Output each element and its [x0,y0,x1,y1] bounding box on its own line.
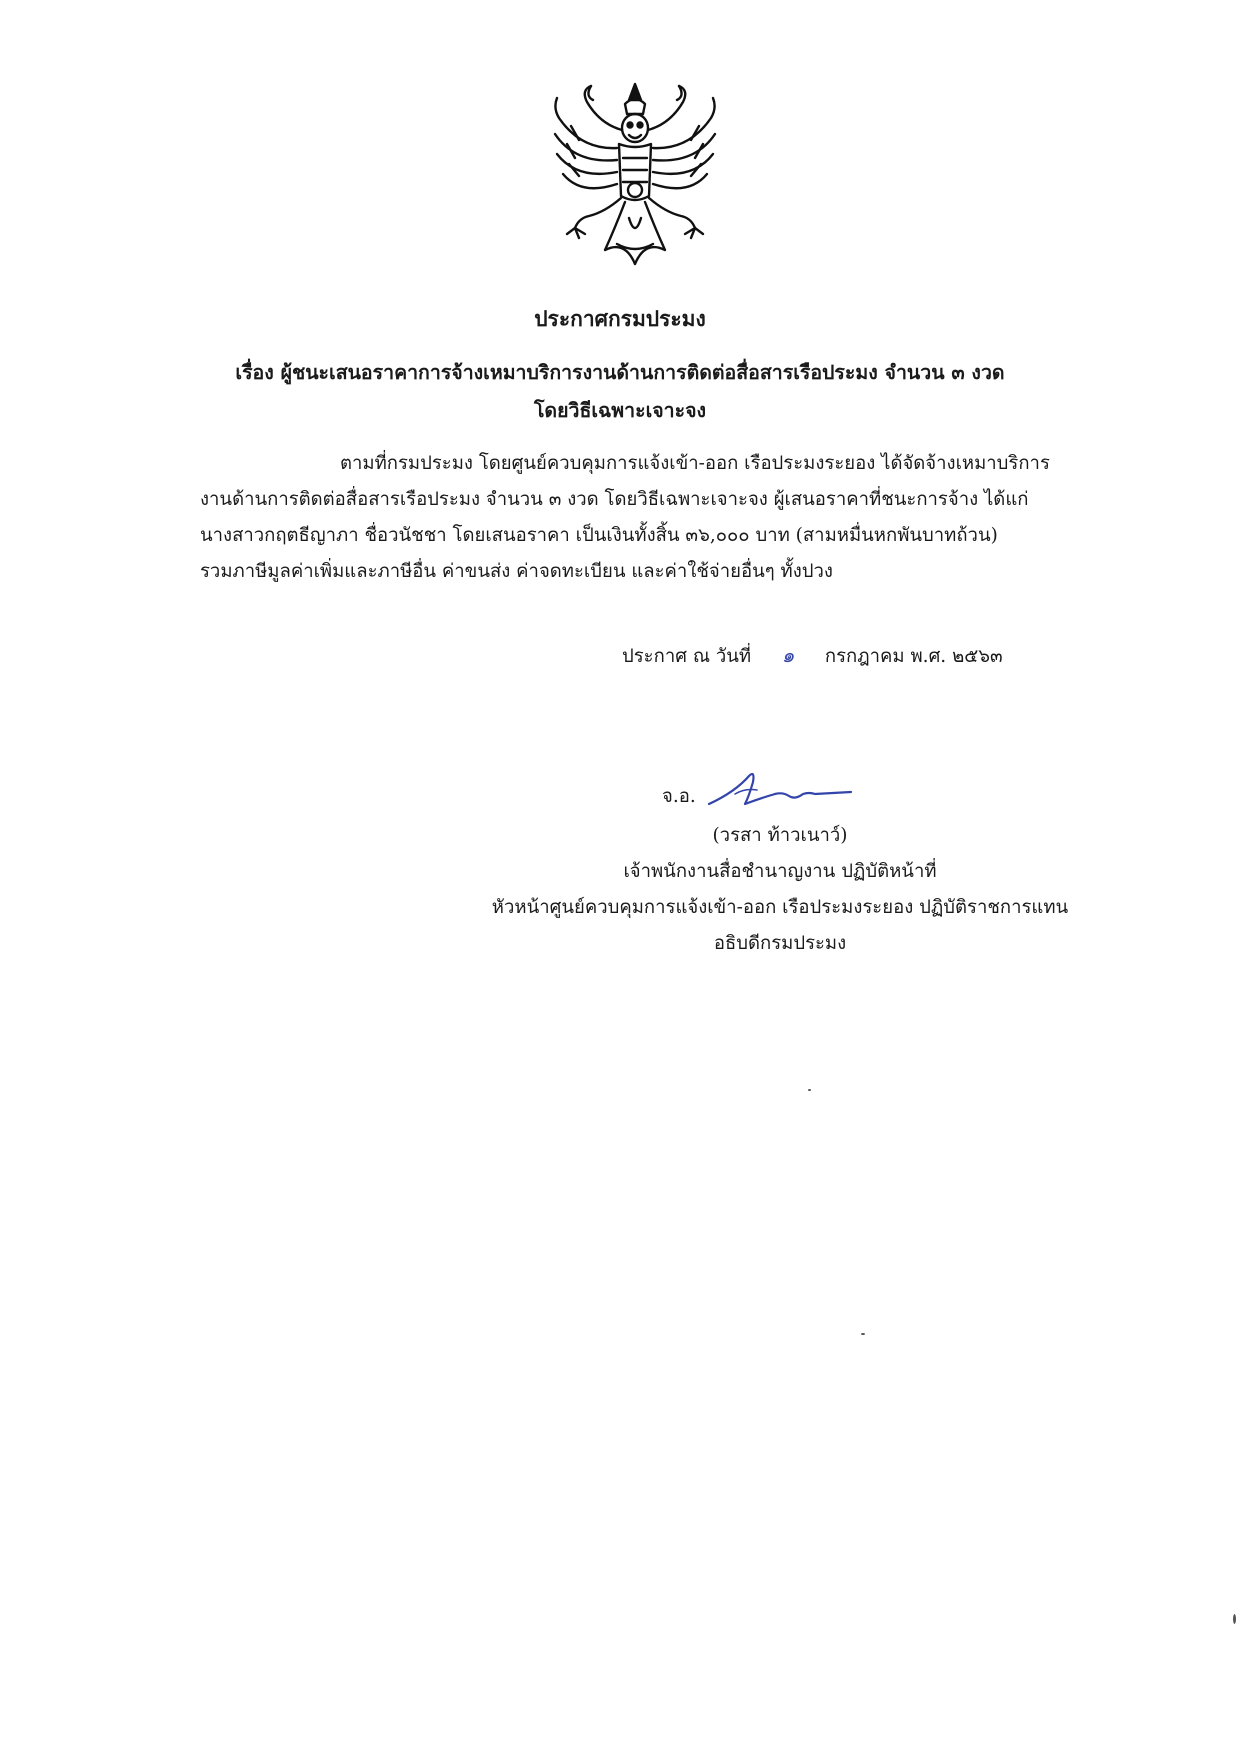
handwritten-signature [705,764,855,814]
garuda-emblem-icon [545,78,725,273]
subject-line: เรื่อง ผู้ชนะเสนอราคาการจ้างเหมาบริการงานด้านการติดต่อสื่อสารเรือประมง จำนวน ๓ งวด [235,361,1005,384]
handwritten-day: ๑ [781,643,795,667]
signer-block [450,818,1110,962]
scan-speck [808,1089,811,1091]
signer-position: เจ้าพนักงานสื่อชำนาญงาน ปฏิบัติหน้าที่ [623,861,937,882]
body-line: นางสาวกฤตธีญาภา ชื่อวนัชชา โดยเสนอราคา เป็นเงินทั้งสิ้น ๓๖,๐๐๐ บาท (สามหมื่นหกพันบาทถ้วน) [200,525,998,546]
body-line: ตามที่กรมประมง โดยศูนย์ควบคุมการแจ้งเข้า-ออก เรือประมงระยอง ได้จัดจ้างเหมาบริการ [340,453,1050,474]
signer-position: หัวหน้าศูนย์ควบคุมการแจ้งเข้า-ออก เรือประมงระยอง ปฏิบัติราชการแทน [491,897,1069,918]
body-line: รวมภาษีมูลค่าเพิ่มและภาษีอื่น ค่าขนส่ง ค่าจดทะเบียน และค่าใช้จ่ายอื่นๆ ทั้งปวง [200,561,833,582]
document-subject [200,354,1040,430]
document-body [200,446,1090,590]
scan-speck [1233,1614,1236,1624]
subject-line: โดยวิธีเฉพาะเจาะจง [533,399,707,422]
signature-prefix: จ.อ. [662,786,696,807]
date-month-year: กรกฎาคม พ.ศ. ๒๕๖๓ [824,646,1003,667]
date-prefix: ประกาศ ณ วันที่ [622,646,752,667]
signer-name: (วรสา ท้าวเนาว์) [712,825,848,846]
body-line: งานด้านการติดต่อสื่อสารเรือประมง จำนวน ๓ งวด โดยวิธีเฉพาะเจาะจง ผู้เสนอราคาที่ชนะการจ้าง ได้แก่ [200,489,1029,510]
document-title: ประกาศกรมประมง [534,306,706,331]
signer-position: อธิบดีกรมประมง [713,933,847,954]
announcement-date [622,640,1003,672]
scan-speck [861,1333,865,1335]
